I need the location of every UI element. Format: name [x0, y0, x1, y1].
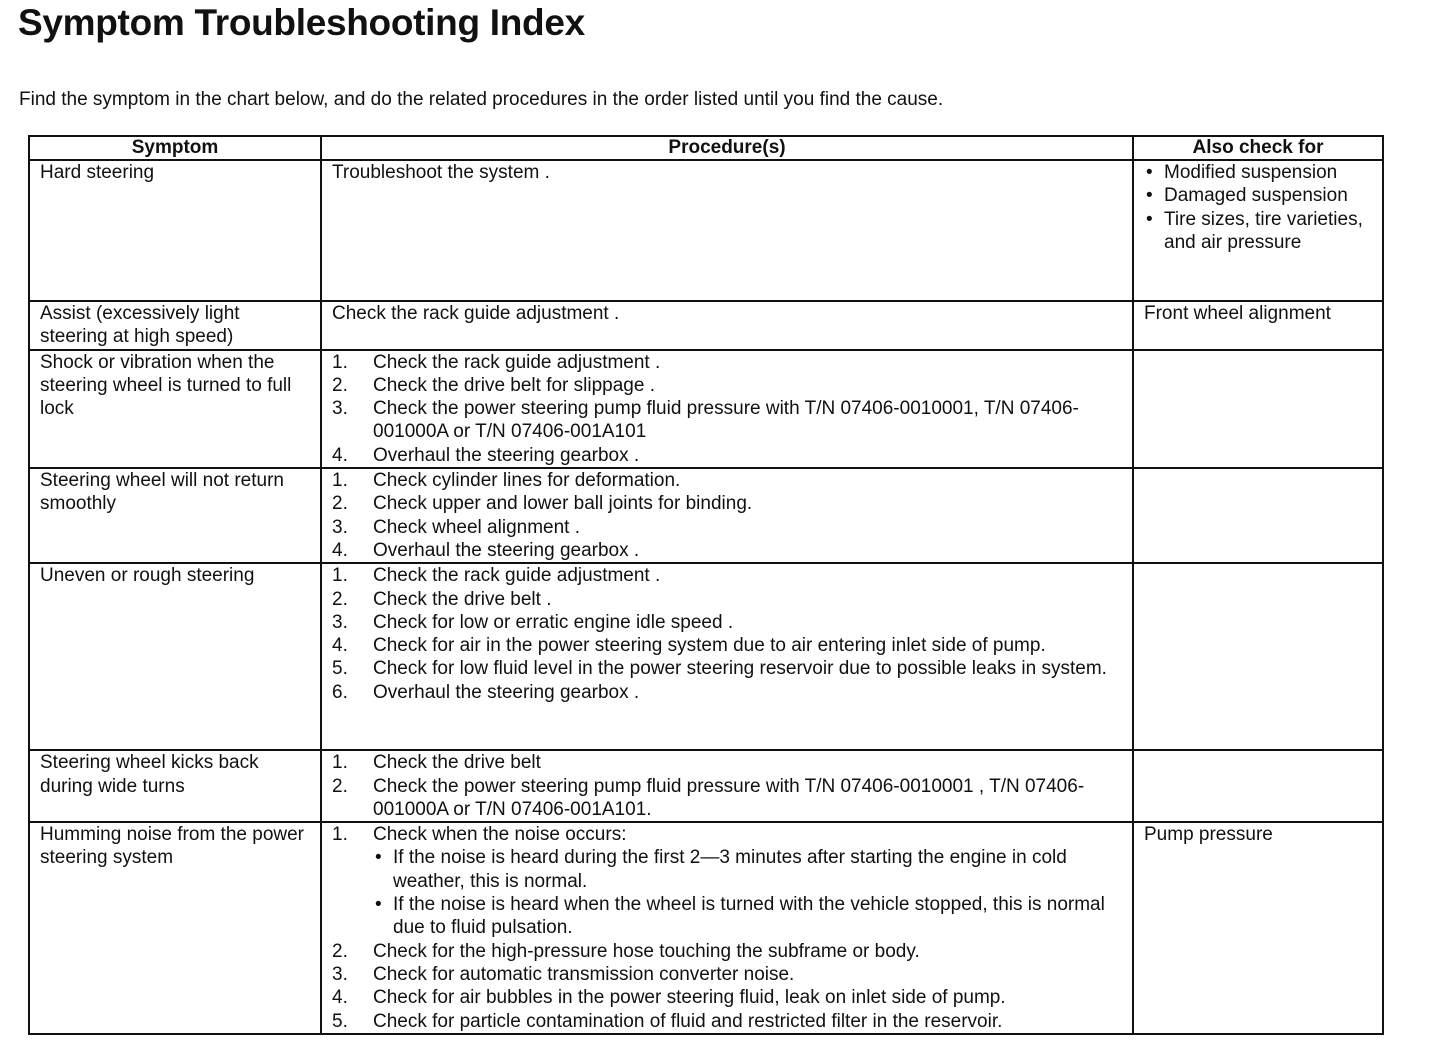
step-number: 2.	[332, 940, 348, 962]
also-check-cell	[1133, 750, 1383, 822]
step-text: Check the drive belt	[373, 752, 541, 774]
list-item	[332, 351, 1122, 374]
list-item	[332, 539, 1122, 562]
symptom-cell: Hard steering	[29, 160, 321, 301]
step-number: 1.	[332, 351, 348, 373]
table-row	[29, 563, 1383, 750]
step-number: 6.	[332, 681, 348, 703]
table-row	[29, 750, 1383, 822]
list-item	[332, 751, 1122, 774]
list-item	[332, 611, 1122, 634]
sub-step-text: If the noise is heard during the first 2—3 minutes after starting the engine in cold weather, this is normal.	[393, 847, 1067, 892]
step-text: Check for air in the power steering system due to air entering inlet side of pump.	[373, 635, 1046, 657]
header-procedures: Procedure(s)	[321, 136, 1133, 160]
bullet-icon: •	[375, 894, 382, 916]
sub-step-list	[373, 846, 1122, 939]
procedure-cell	[321, 350, 1133, 468]
step-number: 3.	[332, 963, 348, 985]
step-text: Check the rack guide adjustment .	[373, 351, 661, 373]
also-check-cell: Front wheel alignment	[1133, 301, 1383, 350]
intro-text: Find the symptom in the chart below, and do the related procedures in the order listed until you find the cause.	[19, 89, 944, 110]
table-row	[29, 822, 1383, 1034]
list-item	[332, 986, 1122, 1009]
list-item	[332, 374, 1122, 397]
also-check-cell	[1133, 350, 1383, 468]
step-text: Check wheel alignment .	[373, 516, 580, 538]
list-item	[332, 492, 1122, 515]
step-text: Check upper and lower ball joints for binding.	[373, 493, 753, 515]
sub-step-text: If the noise is heard when the wheel is turned with the vehicle stopped, this is normal due to fluid pulsation.	[393, 894, 1105, 939]
also-check-cell	[1133, 160, 1383, 301]
procedure-cell	[321, 750, 1133, 822]
symptom-cell: Assist (excessively light steering at high speed)	[29, 301, 321, 350]
also-check-cell: Pump pressure	[1133, 822, 1383, 1034]
list-item	[332, 444, 1122, 467]
step-text: Check the drive belt .	[373, 588, 552, 610]
symptom-cell: Steering wheel kicks back during wide turns	[29, 750, 321, 822]
step-text: Check for low fluid level in the power steering reservoir due to possible leaks in system.	[373, 658, 1107, 680]
procedure-cell	[321, 468, 1133, 563]
step-text: Check the power steering pump fluid pressure with T/N 07406-0010001 , T/N 07406-001000A or T/N 07406-001A101.	[373, 775, 1085, 820]
step-number: 2.	[332, 775, 348, 797]
step-text: Overhaul the steering gearbox .	[373, 681, 640, 703]
header-symptom: Symptom	[29, 136, 321, 160]
procedure-cell: Check the rack guide adjustment .	[321, 301, 1133, 350]
step-text: Check the power steering pump fluid pressure with T/N 07406-0010001, T/N 07406-001000A or T/N 07406-001A101	[373, 398, 1079, 443]
symptom-cell: Shock or vibration when the steering wheel is turned to full lock	[29, 350, 321, 468]
list-item	[332, 823, 1122, 939]
step-text: Check the drive belt for slippage .	[373, 374, 655, 396]
bullet-icon: •	[1146, 208, 1153, 230]
step-text: Check for particle contamination of fluid and restricted filter in the reservoir.	[373, 1010, 1003, 1032]
header-also-check: Also check for	[1133, 136, 1383, 160]
step-number: 4.	[332, 987, 348, 1009]
list-item	[332, 516, 1122, 539]
symptom-cell: Humming noise from the power steering system	[29, 822, 321, 1034]
list-item	[332, 588, 1122, 611]
procedure-cell: Troubleshoot the system .	[321, 160, 1133, 301]
list-item	[332, 469, 1122, 492]
list-item	[332, 681, 1122, 704]
step-text: Check when the noise occurs:	[373, 824, 627, 846]
list-item	[332, 564, 1122, 587]
bullet-icon: •	[1146, 185, 1153, 207]
bullet-icon: •	[1146, 162, 1153, 183]
page-title: Symptom Troubleshooting Index	[18, 2, 585, 43]
step-text: Overhaul the steering gearbox .	[373, 539, 640, 561]
step-number: 5.	[332, 658, 348, 680]
list-item	[332, 775, 1122, 822]
step-number: 1.	[332, 470, 348, 492]
list-item	[332, 397, 1122, 444]
step-text: Check cylinder lines for deformation.	[373, 470, 681, 492]
step-number: 4.	[332, 444, 348, 466]
also-check-cell	[1133, 468, 1383, 563]
step-number: 2.	[332, 493, 348, 515]
list-item	[373, 893, 1122, 940]
procedure-steps	[332, 823, 1122, 1033]
symptom-cell: Uneven or rough steering	[29, 563, 321, 750]
procedure-steps	[332, 751, 1122, 821]
list-item	[332, 634, 1122, 657]
step-number: 1.	[332, 752, 348, 774]
table-row	[29, 160, 1383, 301]
step-text: Check for air bubbles in the power steering fluid, leak on inlet side of pump.	[373, 987, 1006, 1009]
list-item	[1144, 161, 1372, 184]
step-number: 2.	[332, 374, 348, 396]
procedure-cell	[321, 563, 1133, 750]
procedure-steps	[332, 351, 1122, 467]
table-row	[29, 350, 1383, 468]
procedure-steps	[332, 469, 1122, 562]
also-check-cell	[1133, 563, 1383, 750]
step-text: Check for low or erratic engine idle speed .	[373, 611, 734, 633]
list-item	[332, 657, 1122, 680]
list-item	[332, 963, 1122, 986]
step-number: 4.	[332, 635, 348, 657]
table-header-row	[29, 136, 1383, 160]
symptom-cell: Steering wheel will not return smoothly	[29, 468, 321, 563]
list-item	[1144, 184, 1372, 207]
table-row	[29, 468, 1383, 563]
procedure-cell	[321, 822, 1133, 1034]
step-text: Overhaul the steering gearbox .	[373, 444, 640, 466]
step-number: 1.	[332, 565, 348, 587]
step-text: Check for automatic transmission converter noise.	[373, 963, 795, 985]
step-text: Check the rack guide adjustment .	[373, 565, 661, 587]
list-item	[1144, 208, 1372, 255]
bullet-icon: •	[375, 847, 382, 869]
list-item	[332, 940, 1122, 963]
procedure-steps	[332, 564, 1122, 704]
symptom-table	[28, 135, 1384, 1035]
also-check-list	[1144, 161, 1372, 254]
list-item	[332, 1010, 1122, 1033]
also-check-item: Modified suspension	[1164, 162, 1338, 183]
list-item	[373, 846, 1122, 893]
also-check-item: Tire sizes, tire varieties, and air pressure	[1164, 208, 1363, 253]
also-check-item: Damaged suspension	[1164, 185, 1348, 207]
step-number: 1.	[332, 824, 348, 846]
step-number: 4.	[332, 539, 348, 561]
step-text: Check for the high-pressure hose touching the subframe or body.	[373, 940, 920, 962]
step-number: 2.	[332, 588, 348, 610]
step-number: 3.	[332, 611, 348, 633]
step-number: 3.	[332, 516, 348, 538]
step-number: 5.	[332, 1010, 348, 1032]
table-row	[29, 301, 1383, 350]
step-number: 3.	[332, 398, 348, 420]
